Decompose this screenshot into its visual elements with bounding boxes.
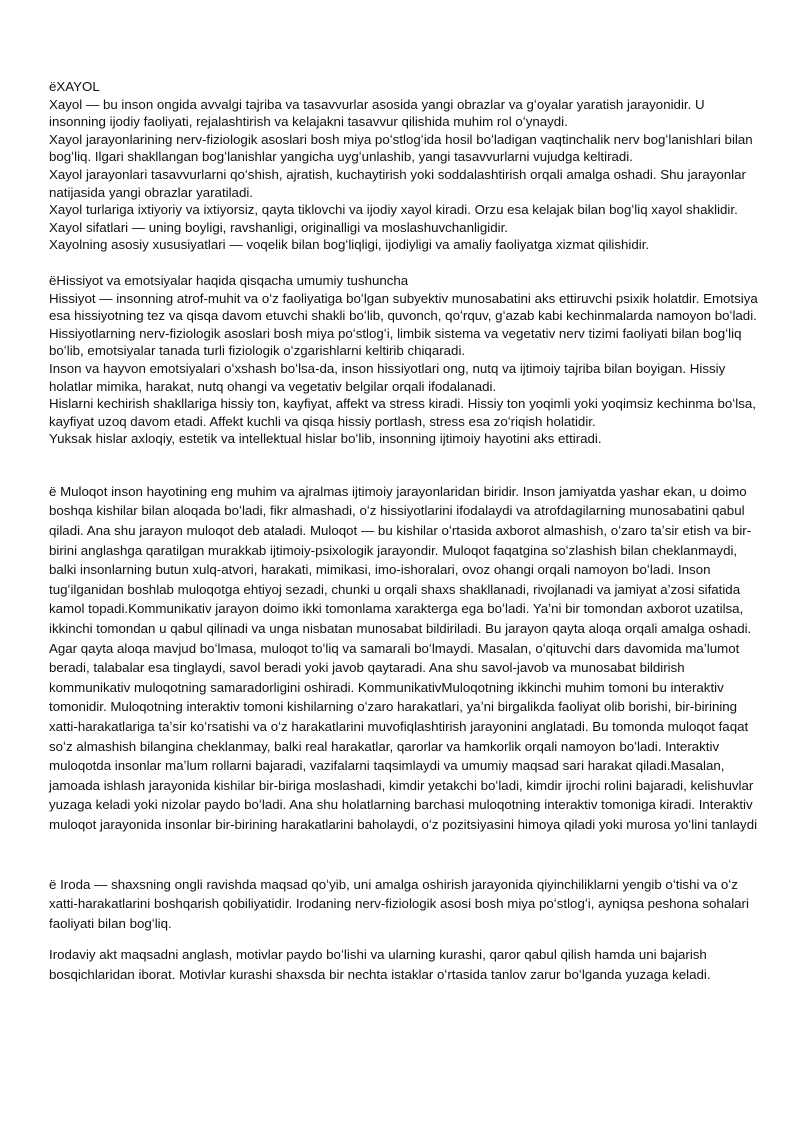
text-line: Xayol sifatlari — uning boyligi, ravshanligi, originalligi va moslashuvchanligidir. [49,219,508,235]
section-iroda [49,875,761,985]
body-paragraph: Irodaviy akt maqsadni anglash, motivlar paydo boʻlishi va ularning kurashi, qaror qabul qilish hamda uni bajarish bosqichlaridan iborat. Motivlar kurashi shaxsda bir nechta istaklar oʻrtasida tanlov zarur boʻlganda yuzaga keladi. [49,947,711,982]
text-line: Xayol — bu inson ongida avvalgi tajriba va tasavvurlar asosida yangi obrazlar va gʻoyalar yaratish jarayonidir. U insonning ijodiy faoliyati, rejalashtirish va kelajakni tasavvur qilishida muhim rol oʻynaydi. [49,96,705,130]
body-paragraph: ë Iroda — shaxsning ongli ravishda maqsad qoʻyib, uni amalga oshirish jarayonida qiyinchiliklarni yengib oʻtishi va oʻz xatti-harakatlarini boshqarish qobiliyatidir. Irodaning nerv-fiziologik asosi bosh miya poʻstlogʻi, ayniqsa peshona sohalari faoliyati bilan bogʻliq. [49,876,749,931]
section-heading: ëHissiyot va emotsiyalar haqida qisqacha umumiy tushuncha [49,272,409,288]
section-muloqot [49,482,761,835]
section-xayol [49,78,761,254]
section-hissiyot [49,272,761,448]
text-line: Hissiyotlarning nerv-fiziologik asoslari bosh miya poʻstlogʻi, limbik sistema va vegetativ nerv tizimi faoliyati bilan bogʻliq boʻlib, emotsiyalar tanada turli fiziologik oʻzgarishlarni keltirib chiqaradi. [49,325,742,359]
section-heading: ëXAYOL [49,79,100,94]
text-line: Inson va hayvon emotsiyalari oʻxshash boʻlsa-da, inson hissiyotlari ong, nutq va ijtimoiy tajriba bilan boyigan. Hissiy holatlar mimika, harakat, nutq ohangi va vegetativ belgilar orqali ifodalanadi. [49,360,726,394]
text-line: Yuksak hislar axloqiy, estetik va intellektual hislar boʻlib, insonning ijtimoiy hayotini aks ettiradi. [49,431,602,447]
text-line: Xayol jarayonlarining nerv-fiziologik asoslari bosh miya poʻstlogʻida hosil boʻladigan vaqtinchalik nerv bogʻlanishlari bilan bogʻliq. Ilgari shakllangan bogʻlanishlar yangicha uygʻunlashib, yangi tasavvurlarni vujudga keltiradi. [49,131,753,165]
text-line: Xayol turlariga ixtiyoriy va ixtiyorsiz, qayta tiklovchi va ijodiy xayol kiradi. Orzu esa kelajak bilan bogʻliq xayol shaklidir. [49,202,738,218]
text-line: Hissiyot — insonning atrof-muhit va oʻz faoliyatiga boʻlgan subyektiv munosabatini aks ettiruvchi psixik holatdir. Emotsiya esa hissiyotning tez va qisqa davom etuvchi shakli boʻlib, quvonch, qoʻrquv, gʻazab kabi kechinmalarda namoyon boʻladi. [49,290,758,324]
text-line: Hislarni kechirish shakllariga hissiy ton, kayfiyat, affekt va stress kiradi. Hissiy ton yoqimli yoki yoqimsiz kechinma boʻlsa, kayfiyat uzoq davom etadi. Affekt kuchli va qisqa hissiy portlash, stress esa zoʻriqish holatidir. [49,396,756,429]
text-line: Xayol jarayonlari tasavvurlarni qoʻshish, ajratish, kuchaytirish yoki soddalashtirish orqali amalga oshadi. Shu jarayonlar natijasida yangi obrazlar yaratiladi. [49,166,746,200]
text-line: Xayolning asosiy xususiyatlari — voqelik bilan bogʻliqligi, ijodiyligi va amaliy faoliyatga xizmat qilishidir. [49,237,650,253]
body-paragraph: ë Muloqot inson hayotining eng muhim va ajralmas ijtimoiy jarayonlaridan biridir. Inson jamiyatda yashar ekan, u doimo boshqa kishilar bilan aloqada boʻladi, fikr almashadi, oʻz hissiyotlarini ifodalaydi va atrofdagilarning munosabatini qabul qiladi. Ana shu jarayon muloqot deb ataladi. Muloqot — bu kishilar oʻrtasida axborot almashish, oʻzaro taʼsir etish va bir-birini anglashga qaratilgan murakkab ijtimoiy-psixologik jarayondir. Muloqot faqatgina soʻzlashish bilan cheklanmaydi, balki insonlarning butun xulq-atvori, harakati, mimikasi, imo-ishoralari, ovoz ohangi orqali namoyon boʻladi. Inson tugʻilganidan boshlab muloqotga ehtiyoj sezadi, chunki u orqali shaxs shakllanadi, rivojlanadi va jamiyat aʼzosi sifatida kamol topadi.Kommunikativ jarayon doimo ikki tomonlama xarakterga ega boʻladi. Yaʼni bir tomondan axborot uzatilsa, ikkinchi tomondan u qabul qilinadi va unga nisbatan munosabat bildiriladi. Bu jarayon qayta aloqa orqali amalga oshadi. Agar qayta aloqa mavjud boʻlmasa, muloqot toʻliq va samarali boʻlmaydi. Masalan, oʻqituvchi dars davomida maʼlumot beradi, talabalar esa tinglaydi, savol beradi yoki javob qaytaradi. Ana shu savol-javob va munosabat bildirish kommunikativ muloqotning samaradorligini oshiradi. KommunikativMuloqotning ikkinchi muhim tomoni bu interaktiv tomonidir. Muloqotning interaktiv tomoni kishilarning oʻzaro harakatlari, yaʼni birgalikda faoliyat olib borishi, bir-birining xatti-harakatlariga taʼsir koʻrsatishi va oʻz harakatlarini muvofiqlashtirish jarayonini anglatadi. Bu tomonda muloqot faqat soʻz almashish bilangina cheklanmay, balki real harakatlar, qarorlar va hamkorlik orqali namoyon boʻladi. Interaktiv muloqotda insonlar maʼlum rollarni bajaradi, vazifalarni taqsimlaydi va umumiy maqsad sari harakat qiladi.Masalan, jamoada ishlash jarayonida kishilar bir-biriga moslashadi, kimdir yetakchi boʻladi, kimdir ijrochi rolini bajaradi, kelishuvlar yuzaga keladi yoki nizolar paydo boʻladi. Ana shu holatlarning barchasi muloqotning interaktiv tomoniga kiradi. Interaktiv muloqot jarayonida insonlar bir-birining harakatlarini baholaydi, oʻz pozitsiyasini himoya qiladi yoki murosa yoʻlini tanlaydi [49,483,758,832]
document-page [49,78,761,985]
